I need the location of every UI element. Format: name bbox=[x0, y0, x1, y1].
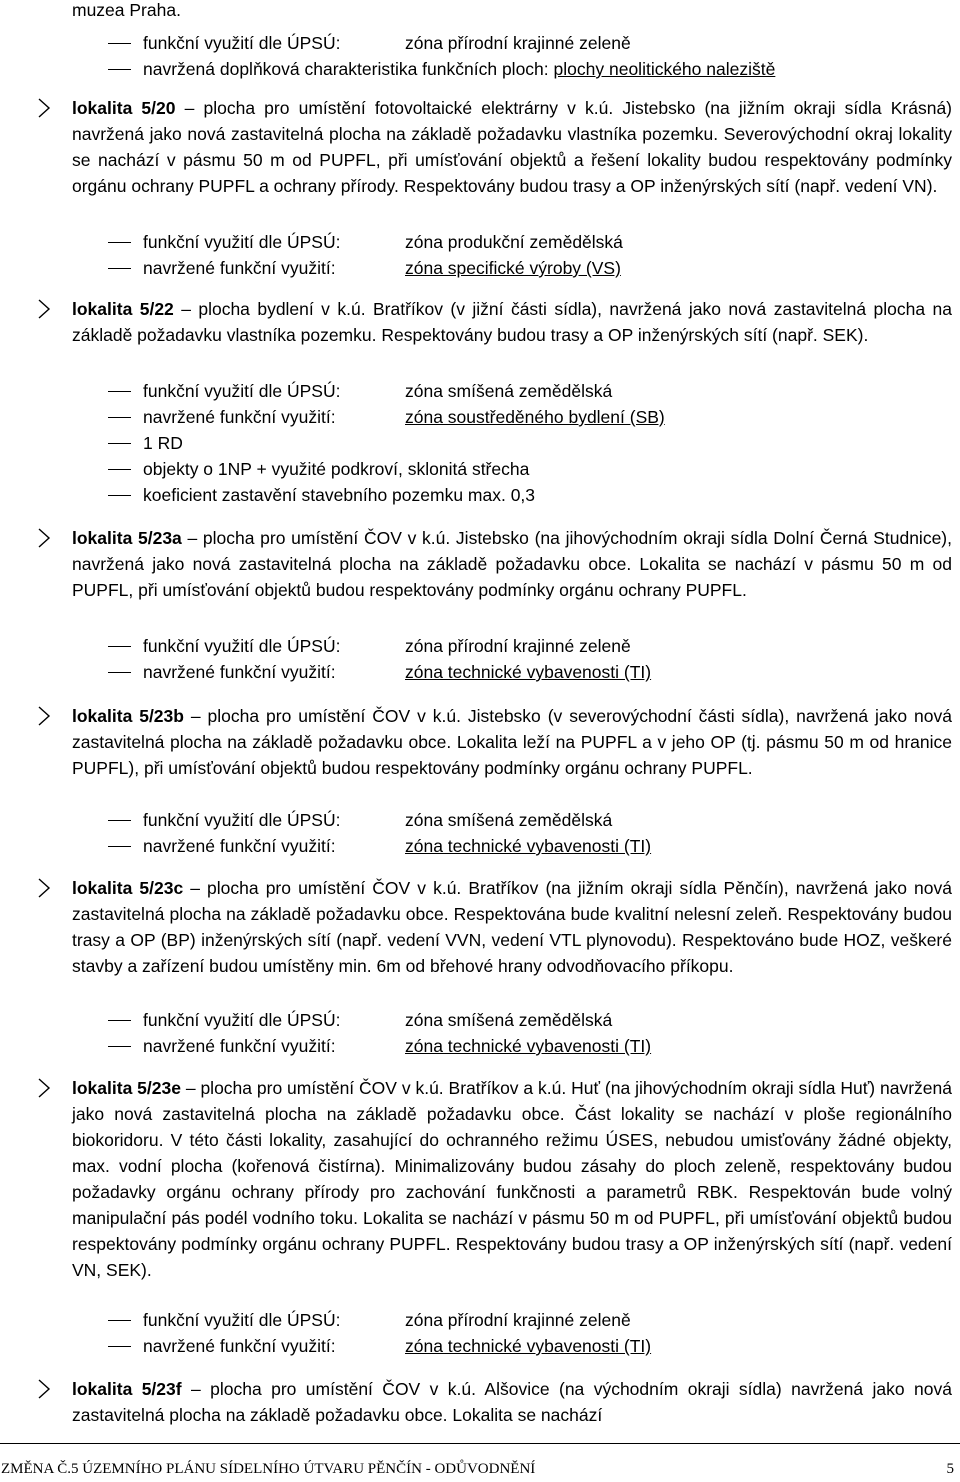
list-item bbox=[0, 1033, 960, 1059]
dash-icon bbox=[108, 646, 131, 647]
list-item bbox=[0, 1307, 960, 1333]
section-title: lokalita 5/23a bbox=[72, 528, 182, 548]
item-key: navržené funkční využití: bbox=[143, 1036, 336, 1056]
item-key: navržená doplňková charakteristika funkčních ploch: bbox=[143, 59, 549, 79]
arrow-bullet-icon bbox=[36, 703, 56, 729]
item-key: navržené funkční využití: bbox=[143, 407, 336, 427]
section-5-23b bbox=[0, 703, 960, 781]
dash-icon bbox=[108, 1020, 131, 1021]
item-key: funkční využití dle ÚPSÚ: bbox=[143, 232, 341, 252]
item-key: funkční využití dle ÚPSÚ: bbox=[143, 33, 341, 53]
item-value: zóna přírodní krajinné zeleně bbox=[405, 636, 631, 656]
top-text: muzea Praha. bbox=[72, 0, 181, 20]
item-list bbox=[0, 1307, 960, 1359]
list-item bbox=[0, 633, 960, 659]
item-value: zóna produkční zemědělská bbox=[405, 232, 623, 252]
section-body: – plocha pro umístění ČOV v k.ú. Bratříkov (na jižním okraji sídla Pěnčín), navržená jako nová zastavitelná plocha na základě požadavku obce. Respektována bude kvalitní nelesní zeleň. Respektovány budou trasy a OP (BP) inženýrských sítí (např. vedení VVN, vedení VTL plynovodu). Respektováno bude HOZ, veškeré stavby a zařízení budou umístěny min. 6m od břehové hrany odvodňovacího příkopu. bbox=[72, 878, 952, 976]
item-text: 1 RD bbox=[143, 433, 183, 453]
item-value: plochy neolitického naleziště bbox=[553, 59, 776, 79]
list-item bbox=[0, 404, 960, 430]
item-key: navržené funkční využití: bbox=[143, 258, 336, 278]
section-5-20 bbox=[0, 95, 960, 199]
section-body: – plocha pro umístění ČOV v k.ú. Jistebsko (v severovýchodní části sídla), navržená jako nová zastavitelná plocha na základě požadavku obce. Lokalita leží na PUPFL a v jeho OP (tj. pásmu 50 m od hranice PUPFL), při umísťování objektů budou respektovány podmínky orgánu ochrany PUPFL. bbox=[72, 706, 952, 778]
arrow-bullet-icon bbox=[36, 95, 56, 121]
section-5-23a bbox=[0, 525, 960, 603]
section-5-22 bbox=[0, 296, 960, 348]
section-body: – plocha pro umístění ČOV v k.ú. Bratříkov a k.ú. Huť (na jihovýchodním okraji sídla Huť) navržená jako nová zastavitelná plocha na základě požadavku obce. Část lokality se nachází v ploše regionálního biokoridoru. V této části lokality, zasahující do ochranného režimu ÚSES, nebudou umisťovány žádné objekty, max. vodní plocha (kořenová čistírna). Minimalizovány budou zásahy do ploch zeleně, respektovány budou požadavky orgánu ochrany přírody pro zachování funkčnosti a parametrů RBK. Respektován bude volný manipulační pás podél vodního toku. Lokalita se nachází v pásmu 50 m od PUPFL, při umísťování objektů budou respektovány podmínky orgánu ochrany PUPFL. Respektovány budou trasy a OP inženýrských sítí (např. vedení VN, SEK). bbox=[72, 1078, 952, 1280]
page-footer bbox=[0, 1443, 960, 1477]
section-text bbox=[72, 95, 952, 199]
dash-icon bbox=[108, 391, 131, 392]
top-item-list bbox=[0, 30, 960, 82]
list-item bbox=[0, 30, 960, 56]
item-key: navržené funkční využití: bbox=[143, 836, 336, 856]
arrow-bullet-icon bbox=[36, 296, 56, 322]
item-value: zóna soustředěného bydlení (SB) bbox=[405, 407, 665, 427]
item-value: zóna specifické výroby (VS) bbox=[405, 258, 621, 278]
list-item bbox=[0, 482, 960, 508]
list-item bbox=[0, 255, 960, 281]
list-item bbox=[0, 56, 960, 82]
item-key: funkční využití dle ÚPSÚ: bbox=[143, 381, 341, 401]
section-5-23e bbox=[0, 1075, 960, 1283]
dash-icon bbox=[108, 443, 131, 444]
section-text bbox=[72, 296, 952, 348]
dash-icon bbox=[108, 846, 131, 847]
dash-icon bbox=[108, 242, 131, 243]
item-value: zóna technické vybavenosti (TI) bbox=[405, 1336, 652, 1356]
arrow-bullet-icon bbox=[36, 1376, 56, 1402]
list-item bbox=[0, 430, 960, 456]
section-title: lokalita 5/23e bbox=[72, 1078, 181, 1098]
section-text bbox=[72, 875, 952, 979]
item-key: funkční využití dle ÚPSÚ: bbox=[143, 1310, 341, 1330]
item-key: funkční využití dle ÚPSÚ: bbox=[143, 810, 341, 830]
section-title: lokalita 5/23b bbox=[72, 706, 184, 726]
item-list bbox=[0, 229, 960, 281]
item-list bbox=[0, 1007, 960, 1059]
section-title: lokalita 5/23f bbox=[72, 1379, 182, 1399]
dash-icon bbox=[108, 672, 131, 673]
section-text bbox=[72, 1376, 952, 1428]
item-value: zóna smíšená zemědělská bbox=[405, 810, 613, 830]
list-item bbox=[0, 378, 960, 404]
dash-icon bbox=[108, 1046, 131, 1047]
dash-icon bbox=[108, 495, 131, 496]
item-list bbox=[0, 378, 960, 508]
item-key: navržené funkční využití: bbox=[143, 1336, 336, 1356]
section-5-23f bbox=[0, 1376, 960, 1428]
dash-icon bbox=[108, 469, 131, 470]
dash-icon bbox=[108, 417, 131, 418]
list-item bbox=[0, 229, 960, 255]
list-item bbox=[0, 833, 960, 859]
page-number: 5 bbox=[946, 1461, 954, 1477]
section-text bbox=[72, 525, 952, 603]
section-body: – plocha pro umístění fotovoltaické elektrárny v k.ú. Jistebsko (na jižním okraji sídla Krásná) navržená jako nová zastavitelná plocha na základě požadavku vlastníka pozemku. Severovýchodní okraj lokality se nachází v pásmu 50 m od PUPFL, při umísťování objektů a řešení lokality budou respektovány podmínky orgánu ochrany PUPFL a ochrany přírody. Respektovány budou trasy a OP inženýrských sítí (např. vedení VN). bbox=[72, 98, 953, 196]
item-text: objekty o 1NP + využité podkroví, sklonitá střecha bbox=[143, 459, 530, 479]
section-5-23c bbox=[0, 875, 960, 979]
section-body: – plocha bydlení v k.ú. Bratříkov (v jižní části sídla), navržená jako nová zastavitelná plocha na základě požadavku vlastníka pozemku. Respektovány budou trasy a OP inženýrských sítí (např. SEK). bbox=[72, 299, 952, 345]
section-body: – plocha pro umístění ČOV v k.ú. Jistebsko (na jihovýchodním okraji sídla Dolní Černá Studnice), navržená jako nová zastavitelná plocha na základě požadavku obce. Lokalita se nachází v pásmu 50 m od PUPFL, při umísťování objektů budou respektovány podmínky orgánu ochrany PUPFL. bbox=[72, 528, 952, 600]
section-body: – plocha pro umístění ČOV v k.ú. Alšovice (na východním okraji sídla) navržená jako nová zastavitelná plocha na základě požadavku obce. Lokalita se nachází bbox=[72, 1379, 952, 1425]
arrow-bullet-icon bbox=[36, 525, 56, 551]
list-item bbox=[0, 659, 960, 685]
dash-icon bbox=[108, 268, 131, 269]
section-title: lokalita 5/20 bbox=[72, 98, 176, 118]
item-text: koeficient zastavění stavebního pozemku max. 0,3 bbox=[143, 485, 536, 505]
item-value: zóna přírodní krajinné zeleně bbox=[405, 1310, 631, 1330]
dash-icon bbox=[108, 820, 131, 821]
section-title: lokalita 5/22 bbox=[72, 299, 174, 319]
list-item bbox=[0, 1007, 960, 1033]
dash-icon bbox=[108, 1346, 131, 1347]
dash-icon bbox=[108, 69, 131, 70]
item-list bbox=[0, 807, 960, 859]
item-value: zóna smíšená zemědělská bbox=[405, 381, 613, 401]
item-list bbox=[0, 633, 960, 685]
section-text bbox=[72, 703, 952, 781]
item-key: funkční využití dle ÚPSÚ: bbox=[143, 1010, 341, 1030]
dash-icon bbox=[108, 43, 131, 44]
arrow-bullet-icon bbox=[36, 1075, 56, 1101]
arrow-bullet-icon bbox=[36, 875, 56, 901]
list-item bbox=[0, 807, 960, 833]
item-key: navržené funkční využití: bbox=[143, 662, 336, 682]
item-value: zóna technické vybavenosti (TI) bbox=[405, 662, 652, 682]
item-value: zóna technické vybavenosti (TI) bbox=[405, 1036, 652, 1056]
item-value: zóna smíšená zemědělská bbox=[405, 1010, 613, 1030]
list-item bbox=[0, 456, 960, 482]
section-text bbox=[72, 1075, 952, 1283]
footer-document-title: ZMĚNA Č.5 ÚZEMNÍHO PLÁNU SÍDELNÍHO ÚTVARU PĚNČÍN - ODŮVODNĚNÍ bbox=[1, 1461, 536, 1477]
dash-icon bbox=[108, 1320, 131, 1321]
list-item bbox=[0, 1333, 960, 1359]
section-title: lokalita 5/23c bbox=[72, 878, 184, 898]
item-key: funkční využití dle ÚPSÚ: bbox=[143, 636, 341, 656]
item-value: zóna přírodní krajinné zeleně bbox=[405, 33, 631, 53]
item-value: zóna technické vybavenosti (TI) bbox=[405, 836, 652, 856]
